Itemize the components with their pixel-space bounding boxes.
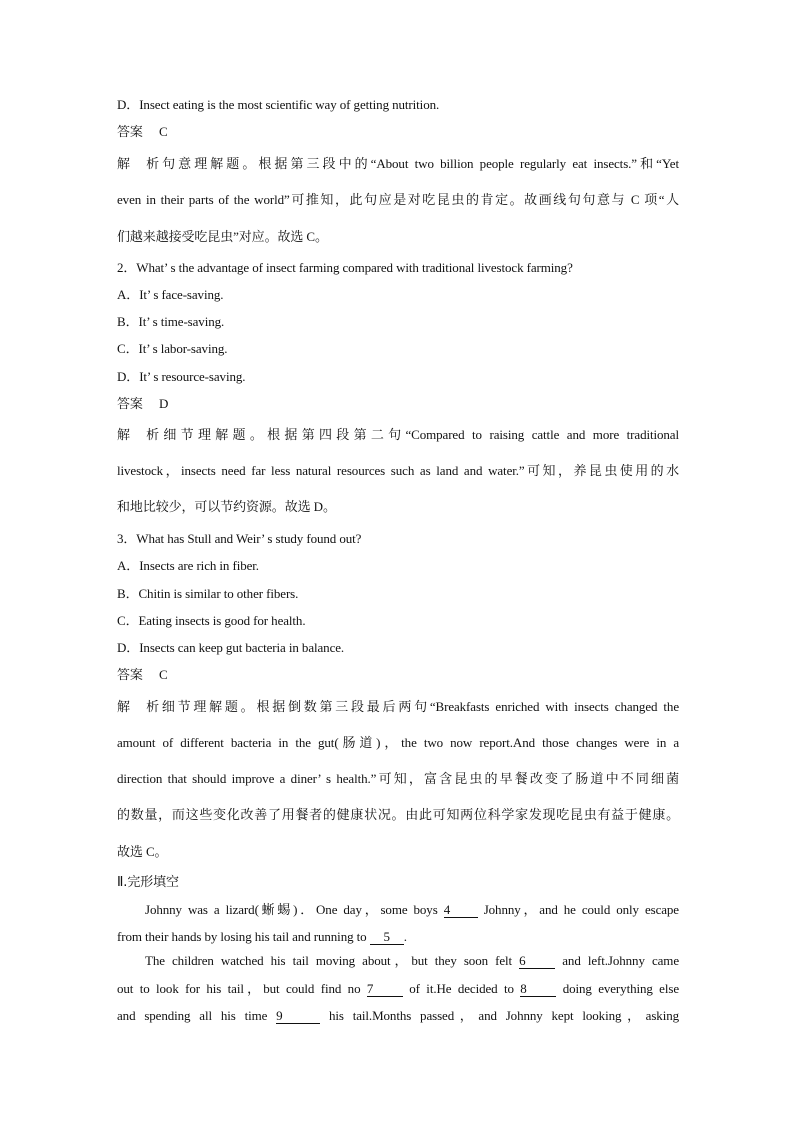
q1-answer-value: C bbox=[159, 124, 168, 139]
q3-answer bbox=[117, 667, 679, 683]
cloze-p2-line-2 bbox=[117, 981, 679, 997]
cloze-text: doing everything else bbox=[562, 981, 679, 996]
analysis-label: 解析 bbox=[117, 156, 159, 171]
q3-answer-value: C bbox=[159, 667, 168, 682]
cloze-text: from their hands by losing his tail and running to bbox=[117, 929, 367, 944]
q3-option-c: C．Eating insects is good for health. bbox=[117, 613, 306, 628]
answer-label: 答案 bbox=[117, 667, 143, 682]
q3-option-b: B．Chitin is similar to other fibers. bbox=[117, 586, 299, 601]
cloze-text: Johnny，and he could only escape bbox=[483, 902, 679, 917]
cloze-text: of it.He decided to bbox=[409, 981, 514, 996]
q2-option-a: A．It’ s face-saving. bbox=[117, 287, 224, 302]
cloze-p1-line-1 bbox=[145, 902, 679, 918]
q2-analysis-line-1 bbox=[117, 427, 679, 443]
q2-option-c: C．It’ s labor-saving. bbox=[117, 341, 228, 356]
q3-analysis-line-1 bbox=[117, 699, 679, 715]
q3-analysis-line-2: amount of different bacteria in the gut(肠道)，the two now report.And those changes were in a bbox=[117, 735, 679, 750]
q3-option-d: D．Insects can keep gut bacteria in balance. bbox=[117, 640, 345, 655]
q1-option-d: D．Insect eating is the most scientific way of getting nutrition. bbox=[117, 97, 440, 112]
q2-analysis-line-2: livestock，insects need far less natural resources such as land and water.”可知，养昆虫使用的水 bbox=[117, 463, 679, 478]
cloze-text: and left.Johnny came bbox=[562, 953, 679, 968]
cloze-blank-7: 7 bbox=[367, 982, 403, 997]
cloze-text: out to look for his tail，but could find no bbox=[117, 981, 361, 996]
analysis-label: 解析 bbox=[117, 699, 159, 714]
analysis-label: 解析 bbox=[117, 427, 159, 442]
q3-analysis-line-5: 故选 C。 bbox=[117, 844, 168, 859]
answer-label: 答案 bbox=[117, 396, 143, 411]
q2-answer-value: D bbox=[159, 396, 169, 411]
q1-answer bbox=[117, 124, 679, 140]
q1-analysis-line-3: 们越来越接受吃昆虫”对应。故选 C。 bbox=[117, 229, 328, 244]
q3-option-a: A．Insects are rich in fiber. bbox=[117, 558, 259, 573]
cloze-text: his tail.Months passed，and Johnny kept looking，asking bbox=[329, 1008, 680, 1023]
cloze-p2-line-3 bbox=[117, 1008, 679, 1024]
q3-analysis-line-3: direction that should improve a diner’ s health.”可知，富含昆虫的早餐改变了肠道中不同细菌 bbox=[117, 771, 679, 786]
cloze-blank-6: 6 bbox=[519, 954, 555, 969]
cloze-blank-4: 4 bbox=[444, 903, 478, 918]
q2-option-b: B．It’ s time-saving. bbox=[117, 314, 225, 329]
cloze-heading: Ⅱ.完形填空 bbox=[117, 875, 179, 890]
q1-analysis-line-1 bbox=[117, 156, 679, 172]
q2-stem: 2．What’ s the advantage of insect farming compared with traditional livestock farming? bbox=[117, 260, 573, 275]
q3-analysis-text-1: 细节理解题。根据倒数第三段最后两句“Breakfasts enriched with insects changed the bbox=[159, 699, 679, 714]
q1-analysis-text-1: 句意理解题。根据第三段中的“About two billion people regularly eat insects.”和“Yet bbox=[159, 156, 679, 171]
cloze-blank-8: 8 bbox=[520, 982, 556, 997]
q2-analysis-line-3: 和地比较少，可以节约资源。故选 D。 bbox=[117, 499, 336, 514]
cloze-text: The children watched his tail moving about，but they soon felt bbox=[145, 953, 513, 968]
cloze-text: and spending all his time bbox=[117, 1008, 268, 1023]
q2-analysis-text-1: 细节理解题。根据第四段第二句“Compared to raising cattle and more traditional bbox=[159, 427, 679, 442]
cloze-text: Johnny was a lizard(蜥蜴)．One day，some boys bbox=[145, 902, 438, 917]
q3-stem: 3．What has Stull and Weir’ s study found out? bbox=[117, 531, 362, 546]
answer-label: 答案 bbox=[117, 124, 143, 139]
cloze-blank-9: 9 bbox=[276, 1009, 320, 1024]
cloze-text: . bbox=[403, 929, 407, 944]
cloze-p2-line-1 bbox=[145, 953, 679, 969]
cloze-blank-5: 5 bbox=[370, 930, 404, 945]
q2-option-d: D．It’ s resource-saving. bbox=[117, 369, 246, 384]
cloze-p1-line-2 bbox=[117, 929, 679, 945]
q1-analysis-line-2: even in their parts of the world”可推知，此句应是对吃昆虫的肯定。故画线句句意与 C 项“人 bbox=[117, 192, 679, 207]
q2-answer bbox=[117, 396, 679, 412]
q3-analysis-line-4: 的数量，而这些变化改善了用餐者的健康状况。由此可知两位科学家发现吃昆虫有益于健康。 bbox=[117, 807, 679, 822]
